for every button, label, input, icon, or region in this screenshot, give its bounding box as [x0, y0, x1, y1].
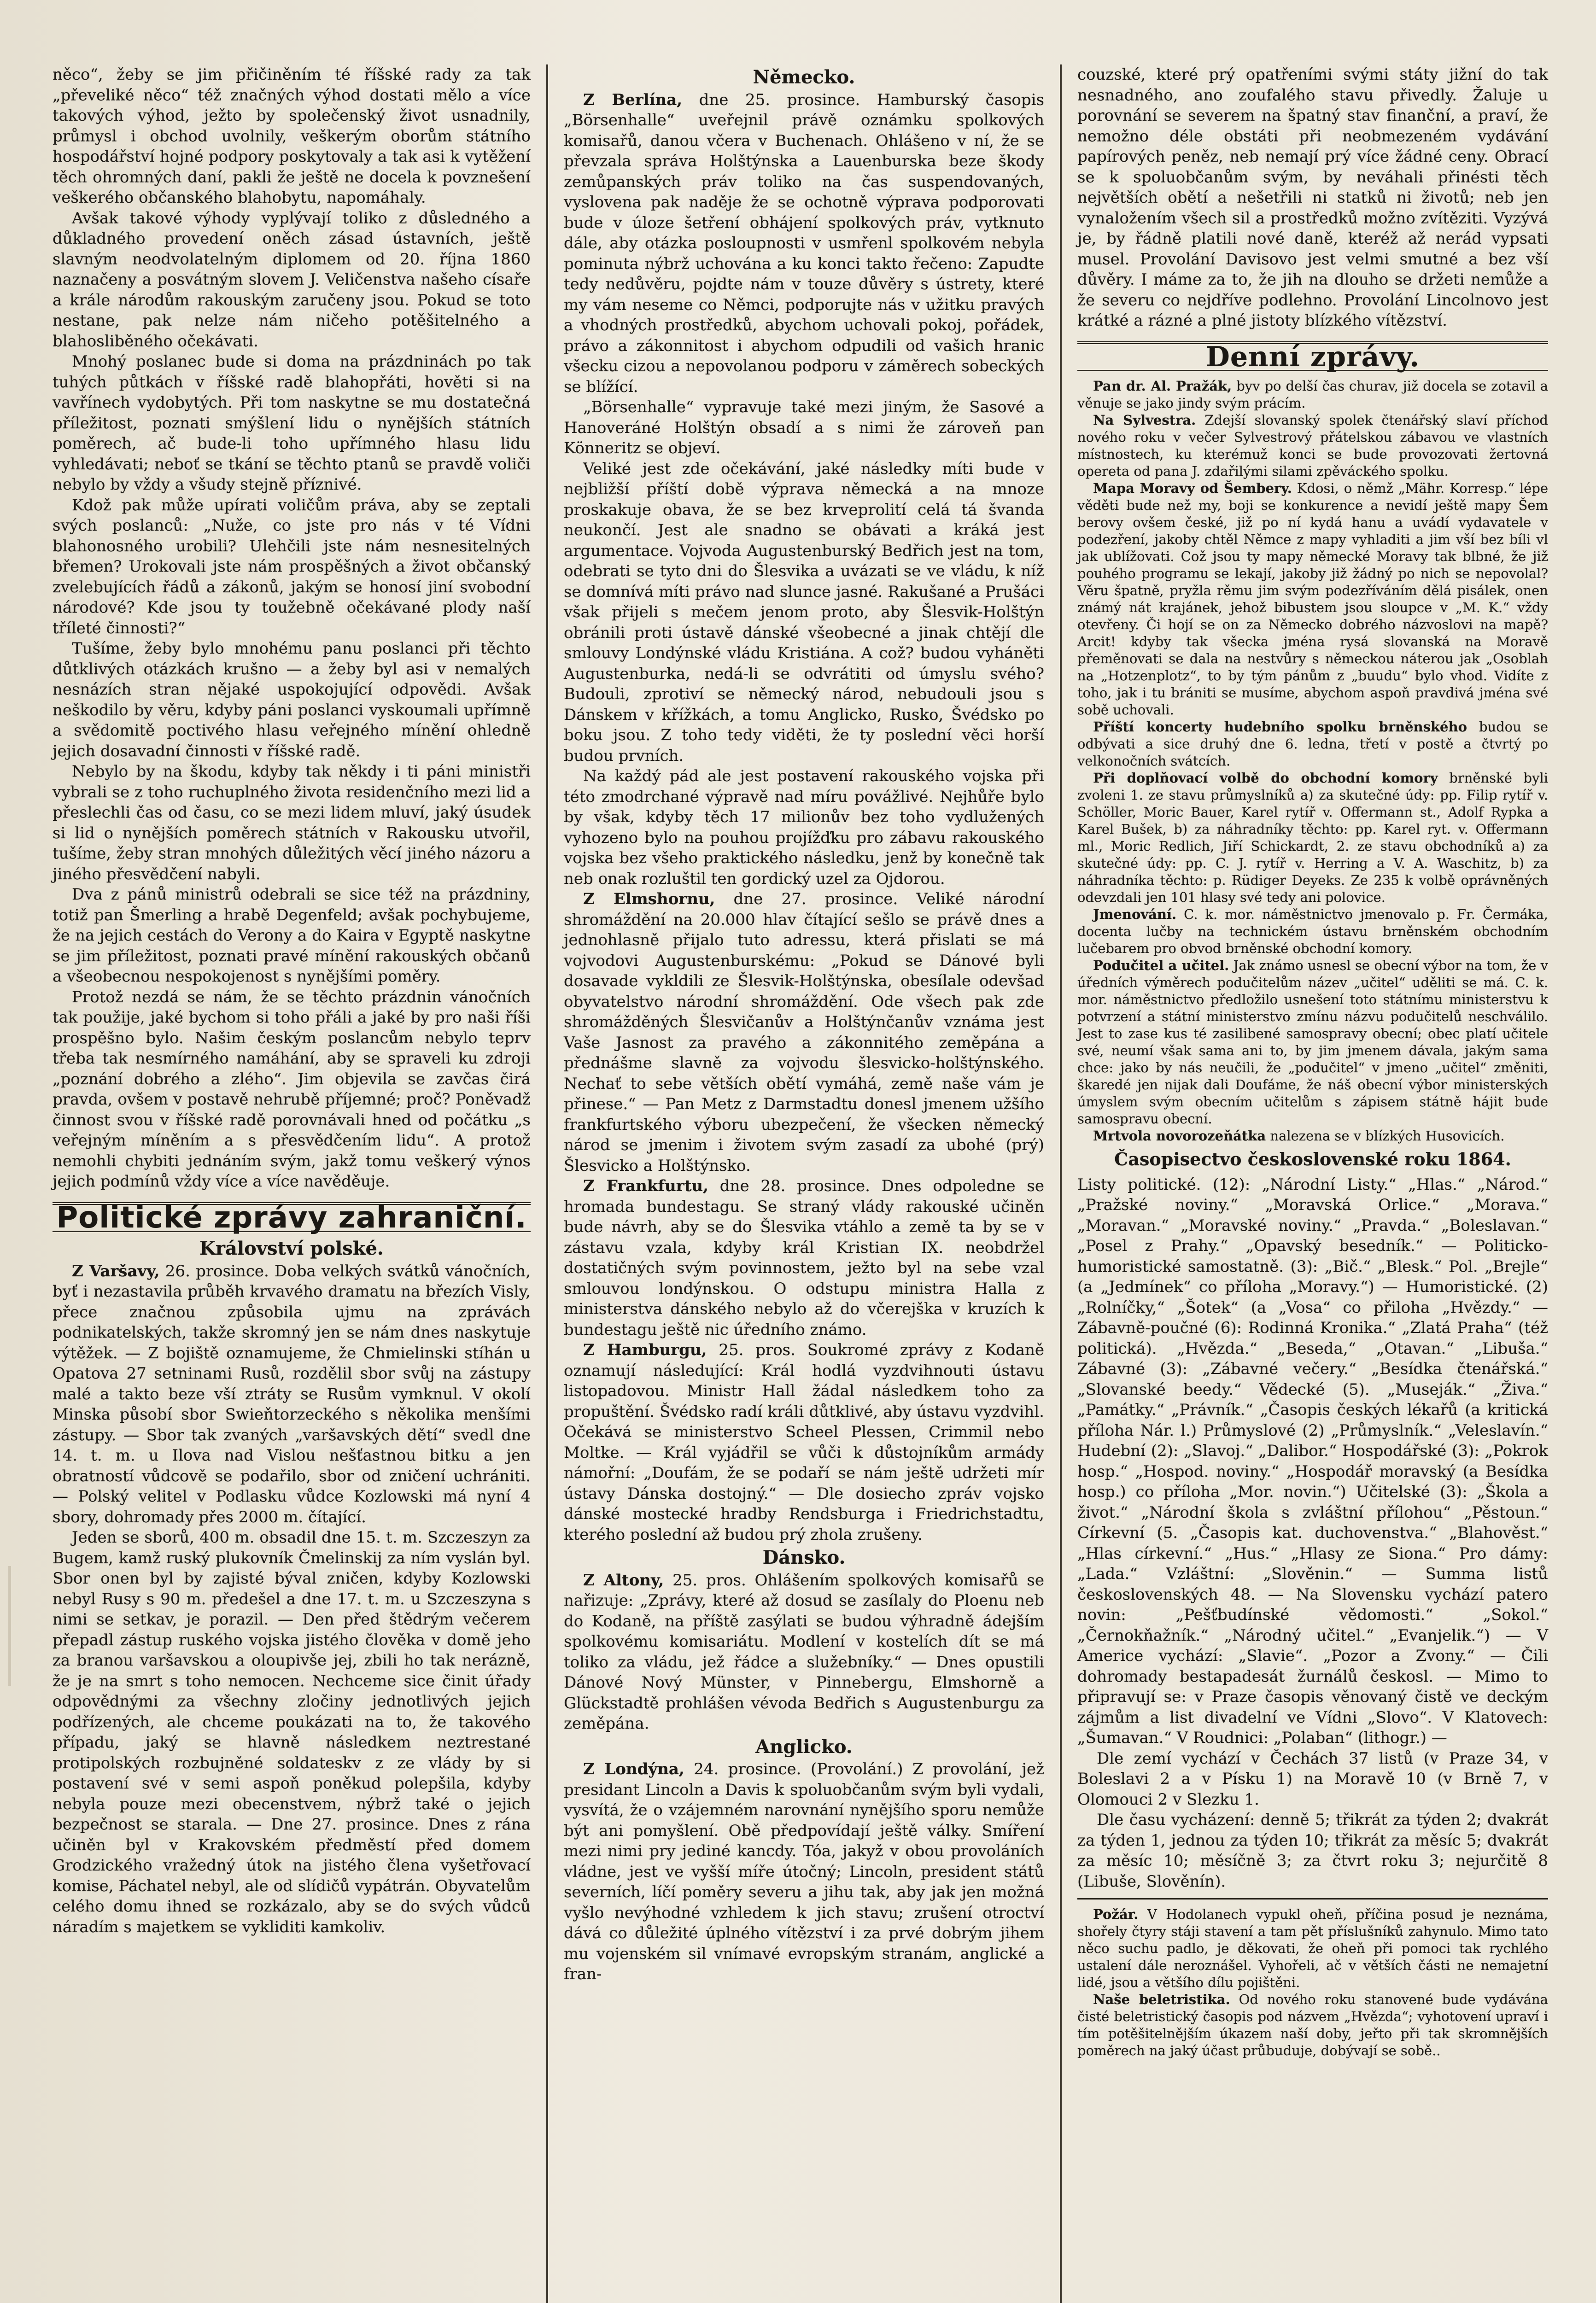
column-3 [1062, 64, 1564, 2303]
news-report [564, 90, 1044, 397]
daily-item-text: V Hodolanech vypukl oheň, příčina posud je neznáma, shořely čtyry stáji stavení a tam pět příslušníků zahynulo. Mimo tato něco suchu padlo, je děkovati, že oheň při pomoci tak rychlého ustalení dále neroznášel. Vyhořeli, ač v větších části ne nemajetní lidé, jsou a většího dílu pojištěni. [1077, 1906, 1548, 1990]
daily-item-text: nalezena se v blízkých Husovicích. [1266, 1128, 1505, 1144]
section-heading-germany: Německo. [753, 66, 855, 88]
press-section-heading: Časopisectvo československé roku 1864. [1114, 1149, 1511, 1169]
news-report [564, 459, 1044, 766]
report-text: 26. prosince. Doba velkých svátků vánočních, byť i nezastavila průběh krvavého dramatu na březích Visly, přece značnou způsobila ujmu na zprávách podnikatelských, takže skromný jen se nám dnes naskytuje výtěžek. — Z bojiště oznamujeme, že Chmielinski stíhán u Opatova 27 setninami Rusů, rozdělil sbor svůj na zástupy malé a takto beze vší ztráty se Rusům vymknul. V okolí Minska působí sbor Swieňtorzeckého s několika menšími zástupy. — Sbor tak zvaných „varšavských dětí“ svedl dne 14. t. m. u Ilova nad Vislou nešťastnou bitku a jen obratností vůdcově se podařilo, sbor od zničení uchrániti. — Polský velitel v Podlasku vůdce Kozlowski má nyní 4 sbory, dohromady přes 2000 m. čítající. [53, 1262, 531, 1526]
col1-paragraph: něco“, žeby se jim přičiněním té říšské rady za tak „převeliké něco“ též značných výhod dostati mělo a více takových výhod, ježto by společenský život usnadnily, průmysl i obchod uvolnily, veškerým oborům státního hospodářství hojné podpory poskytovaly a tak asi k vytěžení těch ohromných daní, pakli že ještě ne docela k povznešení veškerého občanského blahobytu, napomáhaly. [53, 65, 531, 207]
daily-item-text: Jak známo usnesl se obecní výbor na tom, že v úředních výměrech podučitelům název „učitel“ uděliti se má. C. k. mor. náměstnictvo předložilo usnešení toto státnímu ministerstvu k potvrzení a státní ministerstvo zmínu názvu podučitelů neschválilo. Jest to zase kus té zasilibené samospravy obecní; obec platí učitele své, neumí však sama ani to, by jim jmenem dávala, jakým sama chce: jako by nás neučili, že „podučitel“ v jmeno „učitel“ změniti, škaredé jen nijak dali Doufáme, že náš obecní výbor ministerských úmyslem svým obecním učitelům s zápisem státně hájit bude samospravu obecní. [1077, 958, 1548, 1127]
col1-paragraph: Tušíme, žeby bylo mnohému panu poslanci při těchto důtklivých otázkách krušno — a žeby byl asi v nemalých nesnázích stran nějaké uspokojující odpovědi. Avšak neškodilo by věru, kdyby páni poslanci vyskoumali upřímně a svědomitě poctivého hlasu veřejného mínění ohledně jejich dosavadní činnosti v říšské radě. [53, 639, 531, 760]
daily-item-lead: Jmenování. [1093, 906, 1177, 922]
report-text: dne 28. prosince. Dnes odpoledne se hromada bundestagu. Se straný vlády rakouské učiněn bude návrh, aby se do Šlesvika vtáhlo a země ta by se v zástavu vzala, kdyby král Kristian IX. neobdržel dostatičných svým povinnostem, ježto byl na sebe vzal smlouvou londýnskou. O odstupu ministra Halla z ministerstva dánského nebylo až do včerejška v kruzích k bundestagu ještě nic úředního známo. [564, 1177, 1044, 1339]
daily-item [1077, 957, 1548, 1128]
press-stat: Dle času vycházení: denně 5; třikrát za týden 2; dvakrát za týden 1, jednou za týden 10; třikrát za měsíc 5; dvakrát za měsíc 10; měsíčně 3; za čtvrt roku 3; nejurčitě 8 (Libuše, Slověnín). [1077, 1811, 1548, 1891]
news-report [53, 1261, 531, 1528]
daily-item [1077, 378, 1548, 412]
report-dateline: Z Hamburgu, [583, 1341, 707, 1359]
daily-item-lead: Příští koncerty hudebního spolku brněnského [1093, 719, 1467, 735]
daily-news-banner: Denní zprávy. [1077, 341, 1548, 372]
section-heading-denmark: Dánsko. [762, 1547, 846, 1568]
report-text: 25. pros. Soukromé zprávy z Kodaně oznamují následující: Král hodlá vyzdvihnouti ústavu listopadovou. Ministr Hall žádal následkem toho za propuštění. Švédsko radí králi důtklivé, aby ústavu vyzdvihl. Očekává se ministerstvo Scheel Plessen, Crimmil nebo Moltke. — Král vyjádřil se vůči k důstojníkům armády námořní: „Doufám, že se podaří se nám ještě udržeti mír ústavy Dánska dostojný.“ — Dle dosiecho zpráv vojsko dánské mostecké hradby Rendsburga i Friedrichstadtu, kterého poslední až budou prý zhola zrušeny. [564, 1341, 1044, 1544]
foreign-news-banner: Politické zprávy zahraniční. [53, 1202, 531, 1233]
daily-item [1077, 1128, 1548, 1145]
report-dateline: Z Londýna, [583, 1760, 684, 1778]
report-dateline: Z Varšavy, [72, 1262, 160, 1280]
col1-paragraph: Mnohý poslanec bude si doma na prázdninách po tak tuhých půtkách v říšské radě blahopřáti, hověti si na vavřínech vydobytých. Při tom naskytne se mu dostatečná příležitost, poznati smýšlení lidu o nynějších státních poměrech, ač bude-li toho upřímného hlasu lidu vyhledávati; neboť se tkání se těchto ptanů se pravdě voliči nebylo by vždy a všudy stejně příznivé. [53, 352, 531, 494]
report-dateline: Z Altony, [583, 1571, 664, 1590]
report-text: dne 25. prosince. Hamburský časopis „Börsenhalle“ uveřejnil právě oznámku spolkových komisařů, danou včera v Buchenach. Ohlášeno v ní, že se převzala správa Holštýnska a Lauenburska beze škody zemůpanských práv toliko na čas suspendovaných, vyslovena pak naděje že se ochotně výprava podporovati bude v úloze šetření obhájení spolkových práv, vytknuto dále, aby otázka posloupnosti v usmřenl spolkovém nebyla pominuta nýbrž uchována a ku konci takto řečeno: Zapudte tedy nedůvěru, pojdte nám v touze důvěry s ústrety, které my vám neseme co Němci, podporujte nás v užitku pravých a vhodných prostředků, abychom uchovali pokoj, pořádek, právo a zákonnitost i abychom odpudili od vašich hranic všecku cizou a nepovolanou podporu v záměrech sobeckých se blížící. [564, 90, 1044, 396]
daily-item [1077, 719, 1548, 770]
news-report [53, 1527, 531, 1937]
press-stat: Dle zemí vychází v Čechách 37 listů (v Praze 34, v Boleslavi 2 a v Písku 1) na Moravě 10 (v Brně 7, v Olomouci 2 v Slezku 1. [1077, 1749, 1548, 1809]
daily-item-text: C. k. mor. náměstnictvo jmenovalo p. Fr. Čermáka, docenta lučby na technickém ústavu brněnském obchodním lučebarem pro obvod brněnské obchodní komory. [1077, 906, 1548, 956]
section-heading-england: Anglicko. [755, 1736, 853, 1758]
daily-item-lead: Požár. [1093, 1906, 1139, 1922]
column-2 [548, 64, 1062, 2303]
col1-paragraph: Nebylo by na škodu, kdyby tak někdy i ti páni ministři vybrali se z toho ruchuplného života residenčního mezi lid a přeslechli čas od času, co se mezi lidem mluví, jaký úsudek si lid o nynějších poměrech státních v Rakousku utvořil, tušíme, žeby stran mnohých důležitých věcí jiného názoru a jiného přesvědčení nabyli. [53, 762, 531, 883]
report-text: Veliké jest zde očekávání, jaké následky míti bude v nejbližší příští době výprava německá a na mnoze proskakuje obava, že se bez krveprolití celá tá švanda neukončí. Jest ale snadno se obávati a kráká jest argumentace. Vojvoda Augustenburský Bedřich jest na tom, odebrati se tyto dni do Šlesvika a uvázati se ve vládu, k níž se domnívá míti právo nad slunce jasné. Rakušané a Prušáci však přijeli s mečem jenom proto, aby Šlesvik-Holštýn obránili proti ústavě dánské všeobecné a jinak chtějí dle smlouvy Londýnské vládu Kristiána. A což? budou vyháněti Augustenburka, nedá-li se odvrátiti od úmyslu svého? Budouli, zprotiví se německý národ, nebudouli jsou s Dánskem v křížkách, a tomu Anglicko, Rusko, Švédsko po boku jsou. Z toho tedy viděti, že ty poslední věci horší budou prvních. [564, 459, 1044, 765]
daily-item-lead: Naše beletristika. [1093, 1992, 1230, 2007]
report-dateline: Z Berlína, [583, 90, 683, 109]
column-1 [37, 64, 548, 2303]
daily-item-lead: Při doplňovací volbě do obchodní komory [1093, 770, 1438, 786]
report-dateline: Z Frankfurtu, [583, 1177, 708, 1195]
daily-item [1077, 480, 1548, 719]
news-report [564, 1176, 1044, 1340]
daily-item [1077, 906, 1548, 957]
col1-paragraph: Avšak takové výhody vyplývají toliko z důsledného a důkladného provedení oněch zásad ústavních, ještě slavným neodvolatelným diplomem od 20. října 1860 naznačeny a posvátným slovem J. Veličenstva našeho císaře a krále národům rakouským zaručeny jsou. Pokud se toto nestane, pak nelze nám ničeho potěšitelného a blahosliběného očekávati. [53, 209, 531, 351]
daily-item-lead: Pan dr. Al. Pražák, [1093, 378, 1232, 394]
daily-item-lead: Mapa Moravy od Šembery. [1093, 480, 1292, 496]
daily-item-text: Zdejší slovanský spolek čtenářský slaví příchod nového roku v večer Sylvestrový přátelskou zábavou ve vlastních místnostech, ku kterémuž konci se bude provozovati žertovná opereta od pana J. zdařilými silami zpěváckého spolku. [1077, 412, 1548, 479]
daily-item-text: brněnské byli zvoleni 1. ze stavu průmyslníků a) za skutečné údy: pp. Filip rytíř v. Schöller, Moric Bauer, Karel rytíř v. Offermann st., Adolf Rypka a Karel Bušek, b) za náhradníky těchto: pp. Karel ryt. v. Offermann ml., Moric Redlich, Jiří Schickardt, 2. ze stavu obchodníků a) za skutečné údy: pp. C. J. rytíř v. Herring a V. A. Waschitz, b) za náhradníka těchto: p. Rüdiger Deyeks. Ze 235 k volbě oprávněných odevzdali jen 101 hlasy své tedy ani polovice. [1077, 770, 1548, 905]
daily-item-text: budou se odbývati a sice druhý dne 6. ledna, třetí v postě a čtvrtý po velkonočních svátcích. [1077, 719, 1548, 769]
news-report [564, 889, 1044, 1176]
daily-item-lead: Mrtvola novorozeňátka [1093, 1128, 1266, 1144]
daily-item-text: Kdosi, o němž „Mähr. Korresp.“ lépe věděti bude než my, boji se konkurence a nevidí ještě mapy Šem berovy ovšem české, již po ní kydá hanu a uvádí vydavatele v podezření, jakoby chtěl Němce z mapy vyhladiti a jim vší bez bíli vl jak ublížovati. Což jsou ty mapy německé Moravy tak blbné, že již pouhého programu se lekají, jakoby již žádný po nich se nepovolal? Věru špatně, pryžla rěmu jim svým podezříváním dělá pisálek, onen známý nát krajánek, jehož bibustem jsou sloupce v „M. K.“ vždy otevřeny. Či hojí se on za Německo dobrého názvoslovi na mapě? Arcit! kdyby tak všecka jména rysá slovanská na Moravě přeměnovati se dala na nestvůry s německou náterou jak „Osoblah na „Hotzenplotz“, to by tým pánům z „buudu“ bylo vhod. Vidíte z toho, jak i tu brániti se musíme, abychom aspoň pravdivá jména své sobě uchovali. [1077, 480, 1548, 718]
report-text: Jeden se sborů, 400 m. obsadil dne 15. t. m. Szczeszyn za Bugem, kamž ruský plukovník Čmelinskij za ním vyslán byl. Sbor onen byl by zajisté býval zničen, kdyby Kozlowski nebyl Rusy s 90 m. předešel a dne 17. t. m. u Szczeszyna s nimi se setkav, je porazil. — Den před štědrým večerem přepadl zástup ruského vojska jistého člověka v domě jeho za branou varšavskou a oloupivše jej, zbili ho tak nerázně, že je na smrt s toho nemocen. Nechceme sice činit úřady odpovědnými za všechny zločiny jednotlivých jejich podřízených, ale chceme poukázati na to, že takového případu, jaký se hlavně následkem neztrestané protipolských rozbujněné soldateskv z ze vlády by si postavení své v semi aspoň poněkud polepšila, kdyby nebyla pouze mezi obecenstvem, nýbrž také o jejich bezpečnost se starala. — Dne 27. prosince. Dnes z rána učiněn byl v Krakovském předměstí před domem Grodzického vražedný útok na jistého člena vyšetřovací komise, Páchatel nebyl, ale od slídičů vypátrán. Obyvatelům celého domu ihned se rozkázalo, aby se do svých vůdců náradím s majetkem se vykliditi kamkoliv. [53, 1528, 531, 1936]
report-dateline: Z Elmshornu, [583, 890, 715, 908]
col1-paragraph: Protož nezdá se nám, že se těchto prázdnin vánočních tak použije, jaké bychom si toho přáli a jaké by pro naši říši prospěšno bylo. Našim českým poslancům nebylo teprv třeba tak nesmírného namáhání, aby se spraveli ku zdroji „poznání dobrého a zlého“. Jim objevila se zavčas čirá pravda, ovšem v postavě nehrubě příjemné; proč? Poněvadž činnost svou v říšské radě porovnávali hned od počátku „s veřejným míněním a s přesvědčením lidu“. A protož nemohli chybiti jednáním svým, jakž tomu veškerý výnos jejich podmínů vždy více a více navěděuje. [53, 988, 531, 1191]
col1-paragraph: Dva z pánů ministrů odebrali se sice též na prázdniny, totiž pan Šmerling a hrabě Degenfeld; avšak pochybujeme, že na jejich cestách do Verony a do Kaira v Egyptě naskytne se jim příležitost, poznati pravé mínění rakouských občanů a všeobecnou nespokojenost s nynějšími poměry. [53, 885, 531, 986]
columns [37, 64, 1564, 2303]
daily-item-lead: Podučitel a učitel. [1093, 958, 1229, 973]
section-heading-poland: Království polské. [199, 1238, 384, 1259]
col3-intro: couzské, které prý opatřeními svými státy jižní do tak nesnadného, ano zoufalého stavu přivedly. Žaluje u porovnání se severem na špatný stav finanční, a praví, že nemožno déle obstáti při neobmezeném vydávání papírových peněz, neb nemají prý více žádné ceny. Obrací se k spoluobčanům svým, by neváhali přinésti těch největších obětí a nešetřili ni statků ni životů; neb jen vynaložením všech sil a prostředků možno zvítěziti. Vyzývá je, by řádně platili nové daně, kteréž až nerád vypsati musel. Provolání Davisovo jest velmi smutné a bez vší důvěry. I máme za to, že jih na dlouho se držeti nemůže a že severu co nejdříve podlehno. Provolání Lincolnovo jest krátké a rázné a plné jistoty blízkého vítězství. [1077, 65, 1548, 330]
news-report [564, 1570, 1044, 1734]
report-text: „Börsenhalle“ vypravuje také mezi jiným, že Sasové a Hanoveráné Holštýn obsadí a s nimi že zároveň pan Könneritz se objeví. [564, 398, 1044, 457]
daily-item-text: byv po delší čas churav, již docela se zotavil a věnuje se jako jindy svým prácím. [1077, 378, 1548, 411]
late-news [1077, 1906, 1548, 2059]
news-report [564, 766, 1044, 889]
report-text: dne 27. prosince. Veliké národní shromáždění na 20.000 hlav čítající sešlo se právě dnes a jednohlasně přijalo tuto adressu, která přislati se má vojvodovi Augustenburskému: „Pokud se Dánové byli dosavade vykldili ze Šlesvik-Holštýnska, obesílale odevšad obyvatelstvo národní shromáždění. Ode všech pak zde shromážděných Šlesvičanův a Holštýnčanův vznáma jest Vaše Jasnost za pravého a zákonnitého zeměpána a přednášme slavně za vojvodu šlesvicko-holštýnského. Nechať to sebe větších obětí vymáhá, země naše vám je přinese.“ — Pan Metz z Darmstadtu donesl jmenem užšího frankfurtského výboru ubezpečení, že všecken německý národ se jmenim i životem svým zasadí za ubohé (prý) Šlesvicko a Holštýnsko. [564, 890, 1044, 1175]
daily-item-text: Od nového roku stanovené bude vydávána čisté beletristický časopis pod názvem „Hvězda“; vyhotovení upraví i tím potěšitelnějším úkazem naší doby, jeřto při tak skromnějších poměrech na jaký účast průbuduje, dobývají se sobě.. [1077, 1992, 1548, 2058]
daily-item [1077, 1991, 1548, 2059]
news-report [564, 1340, 1044, 1545]
daily-item [1077, 770, 1548, 906]
daily-item [1077, 412, 1548, 480]
press-list: Listy politické. (12): „Národní Listy.“ „Hlas.“ „Národ.“ „Pražské noviny.“ „Moravská Orlice.“ „Morava.“ „Moravan.“ „Moravské noviny.“ „Pravda.“ „Boleslavan.“ „Posel z Prahy.“ „Opavský besedník.“ — Politicko-humoristické samostatně. (3): „Bič.“ „Blesk.“ Pol. „Brejle“ (a „Jedmínek“ co příloha „Moravy.“) — Humoristické. (2) „Rolníčky,“ „Šotek“ (a „Vosa“ co přiloha „Hvězdy.“ — Zábavně-poučné (6): Rodinná Kronika.“ „Zlatá Praha“ (též politická). „Hvězda.“ „Beseda,“ „Otavan.“ „Libuša.“ Zábavné (3): „Zábavné večery.“ „Besídka čtenářská.“ „Slovanské beedy.“ Vědecké (5). „Museják.“ „Živa.“ „Památky.“ „Právník.“ „Časopis českých lékařů (a kritická příloha Nár. l.) Průmyslové (2) „Průmyslník.“ „Veleslavín.“ Hudební (2): „Slavoj.“ „Dalibor.“ Hospodářské (3): „Pokrok hosp.“ „Hospod. noviny.“ „Hospodář moravský (a Besídka hosp.) co příloha „Mor. novin.“) Učitelské (3): „Škola a život.“ „Národní škola s zvláštní přílohou“ „Pěstoun.“ Církevní (5. „Časopis kat. duchovenstva.“ „Blahověst.“ „Hlas církevní.“ „Hus.“ „Hlasy ze Siona.“ Pro dámy: „Lada.“ Vzláštní: „Slověnin.“ — Summa listů československých 48. — Na Slovensku vychází patero novin: „Pešťbudínské vědomosti.“ „Sokol.“ „Černokňažník.“ „Národný učitel.“ „Evanjelik.“) — V Americe vychází: „Slavie“. „Pozor a Zvony.“ — Čili dohromady bestapadesát žurnálů českosl. — Mimo to připravují se: v Praze časopis věnovaný čistě ve deckým zájmům a list divadelní ve Vídni „Slovo“. V Klatovech: „Šumavan.“ V Roudnici: „Polaban“ (lithogr.) — [1077, 1175, 1548, 1747]
daily-news-list [1077, 378, 1548, 1145]
report-text: Na každý pád ale jest postavení rakouského vojska při této zmodrchané výpravě nad míru povážlivé. Nejhůře bylo by však, kdyby těch 17 milionův bez toho vydlužených vyhozeno bylo na pouhou projížďku pro zábavu rakouského vojska bez všeho praktického následku, jenž by konečně tak neb onak rozluštil ten gordický uzel za Ojdorou. [564, 767, 1044, 888]
col1-paragraph: Kdož pak může upírati voličům práva, aby se zeptali svých poslanců: „Nuže, co jste pro nás v té Vídni blahonosného urobili? Ulehčili jste nám nesnesitelných břemen? Urokovali jste nám prospěšných a život občanský zvelebujících řádů a zákonů, jakým se honosí jiní svobodní národové? Kde jsou ty toužebně očekávané plody naší tříleté činnosti?“ [53, 496, 531, 637]
report-text: 24. prosince. (Provolání.) Z provolání, jež presidant Lincoln a Davis k spoluobčanům svým byli vydali, vysvítá, že o vzájemném narovnání nynějšího sporu nemůže být ani pomyšlení. Obě předpovídají ještě války. Smíření mezi nimi pry jediné kancdy. Tóa, jakyž v obou provoláních vládne, jest ve vyšší míře útočný; Lincoln, president států severních, líčí poměry severu a jihu tak, aby jak jen možná vyšlo nevýhodné vzhledem k jich stavu; zrušení otroctví dává co důležité úplného vítězství i za prvé dobrým jihem mu vojenském sil vnímavé evropským stranám, anglické a fran- [564, 1760, 1044, 1983]
paper-edge-stain [8, 1566, 11, 1686]
divider [1077, 1898, 1548, 1900]
daily-item [1077, 1906, 1548, 1991]
news-report [564, 397, 1044, 459]
news-report [564, 1759, 1044, 1985]
report-text: 25. pros. Ohlášením spolkových komisařů se nařizuje: „Zprávy, které až dosud se zasílaly do Ploenu neb do Kodaně, na příště zasýlati se budou výhradně ádejším spolkovému komisariátu. Modlení v kostelích dít se má toliko za vládu, jež řádce a služebníky.“ — Dnes opustili Dánové Nový Münster, v Pinnebergu, Elmshorně a Glückstadtě prohlášen vévoda Bedřich s Augustenburgu za zeměpána. [564, 1571, 1044, 1733]
daily-item-lead: Na Sylvestra. [1093, 412, 1196, 428]
